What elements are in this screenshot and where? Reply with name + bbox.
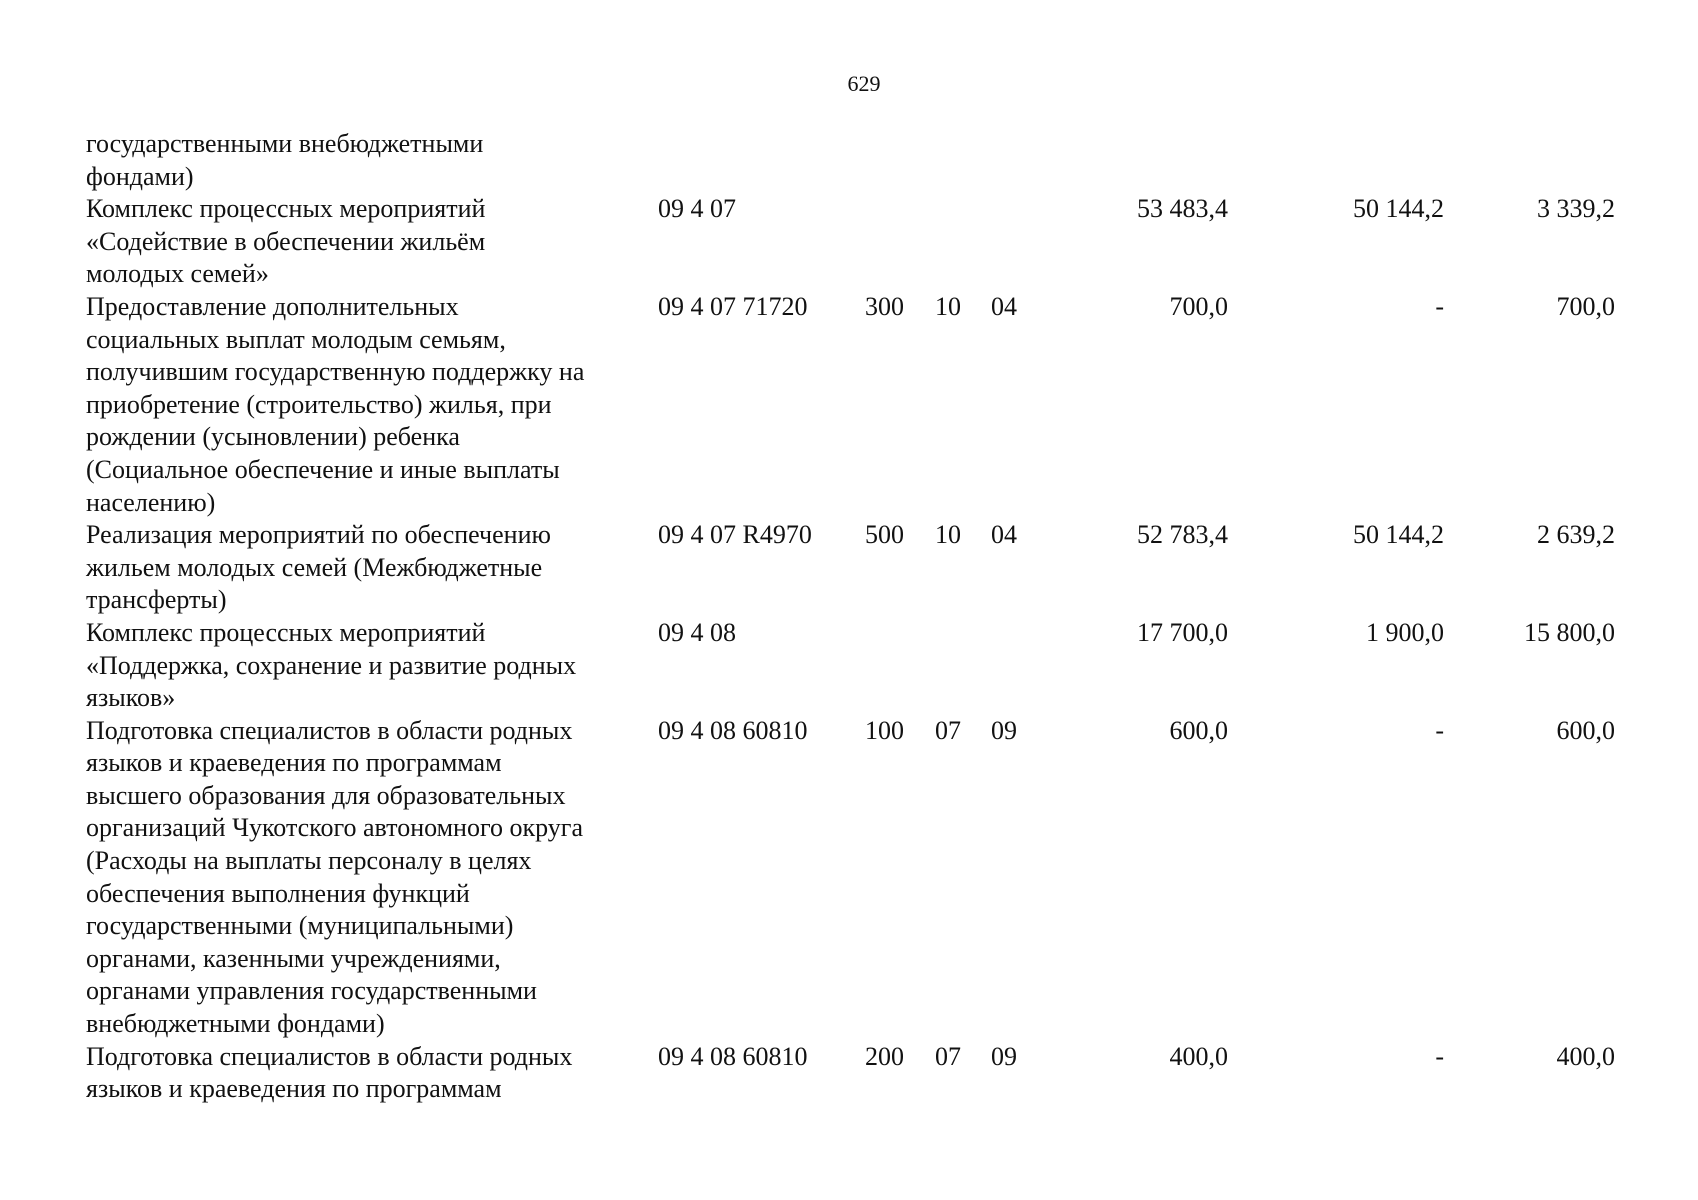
row-name: Подготовка специалистов в области родных языков и краеведения по программам высшего образования для образовательных организаций Чукотского автономного округа (Расходы на выплаты персоналу в целях обеспечения выполнения функций государственными (муниципальными) органами, казенными учреждениями, органами управления государственными внебюджетными фондами)	[86, 715, 583, 1039]
row-regional: 600,0	[1556, 715, 1615, 745]
row-expense-type: 200	[865, 1041, 904, 1071]
row-total: 52 783,4	[1137, 520, 1228, 550]
row-expense-type: 500	[865, 520, 904, 550]
row-regional: 400,0	[1556, 1041, 1615, 1071]
row-name: Реализация мероприятий по обеспечению жильем молодых семей (Межбюджетные трансферты)	[86, 520, 551, 615]
table-row	[86, 193, 1646, 291]
row-federal: -	[1435, 291, 1444, 321]
row-total: 700,0	[1169, 291, 1228, 321]
row-name: Комплекс процессных мероприятий «Поддержка, сохранение и развитие родных языков»	[86, 617, 577, 713]
row-total: 600,0	[1169, 715, 1228, 745]
row-federal: 50 144,2	[1353, 520, 1444, 550]
table-row	[86, 1041, 1646, 1106]
row-name: Комплекс процессных мероприятий «Содействие в обеспечении жильём молодых семей»	[86, 194, 486, 289]
row-regional: 700,0	[1556, 291, 1615, 321]
row-total: 17 700,0	[1137, 617, 1228, 647]
row-federal: 50 144,2	[1353, 194, 1444, 224]
row-section: 07	[935, 1041, 961, 1071]
row-regional: 15 800,0	[1524, 617, 1615, 647]
row-federal: 1 900,0	[1366, 617, 1444, 647]
row-subsection: 04	[991, 520, 1017, 550]
row-total: 400,0	[1169, 1041, 1228, 1071]
row-subsection: 09	[991, 715, 1017, 745]
row-regional: 2 639,2	[1537, 520, 1615, 550]
row-section: 10	[935, 520, 961, 550]
row-code: 09 4 08 60810	[658, 715, 808, 745]
row-expense-type: 100	[865, 715, 904, 745]
row-code: 09 4 07	[658, 194, 736, 224]
row-section: 10	[935, 291, 961, 321]
row-code: 09 4 07 71720	[658, 291, 808, 321]
row-total: 53 483,4	[1137, 194, 1228, 224]
row-regional: 3 339,2	[1537, 194, 1615, 224]
row-subsection: 04	[991, 291, 1017, 321]
row-federal: -	[1435, 1041, 1444, 1071]
table-row	[86, 715, 1646, 1041]
row-code: 09 4 08 60810	[658, 1041, 808, 1071]
page-number: 629	[847, 71, 881, 96]
row-name: Подготовка специалистов в области родных языков и краеведения по программам	[86, 1041, 573, 1104]
table-row	[86, 617, 1646, 715]
row-code: 09 4 08	[658, 617, 736, 647]
table-row	[86, 128, 1646, 193]
row-subsection: 09	[991, 1041, 1017, 1071]
table-row	[86, 291, 1646, 519]
row-name: государственными внебюджетными фондами)	[86, 129, 484, 191]
table-row	[86, 519, 1646, 617]
row-expense-type: 300	[865, 291, 904, 321]
row-name: Предоставление дополнительных социальных выплат молодым семьям, получившим государственную поддержку на приобретение (строительство) жилья, при рождении (усыновлении) ребенка (Социальное обеспечение и иные выплаты населению)	[86, 291, 585, 517]
budget-table	[86, 128, 1646, 1106]
row-code: 09 4 07 R4970	[658, 520, 812, 550]
row-section: 07	[935, 715, 961, 745]
row-federal: -	[1435, 715, 1444, 745]
